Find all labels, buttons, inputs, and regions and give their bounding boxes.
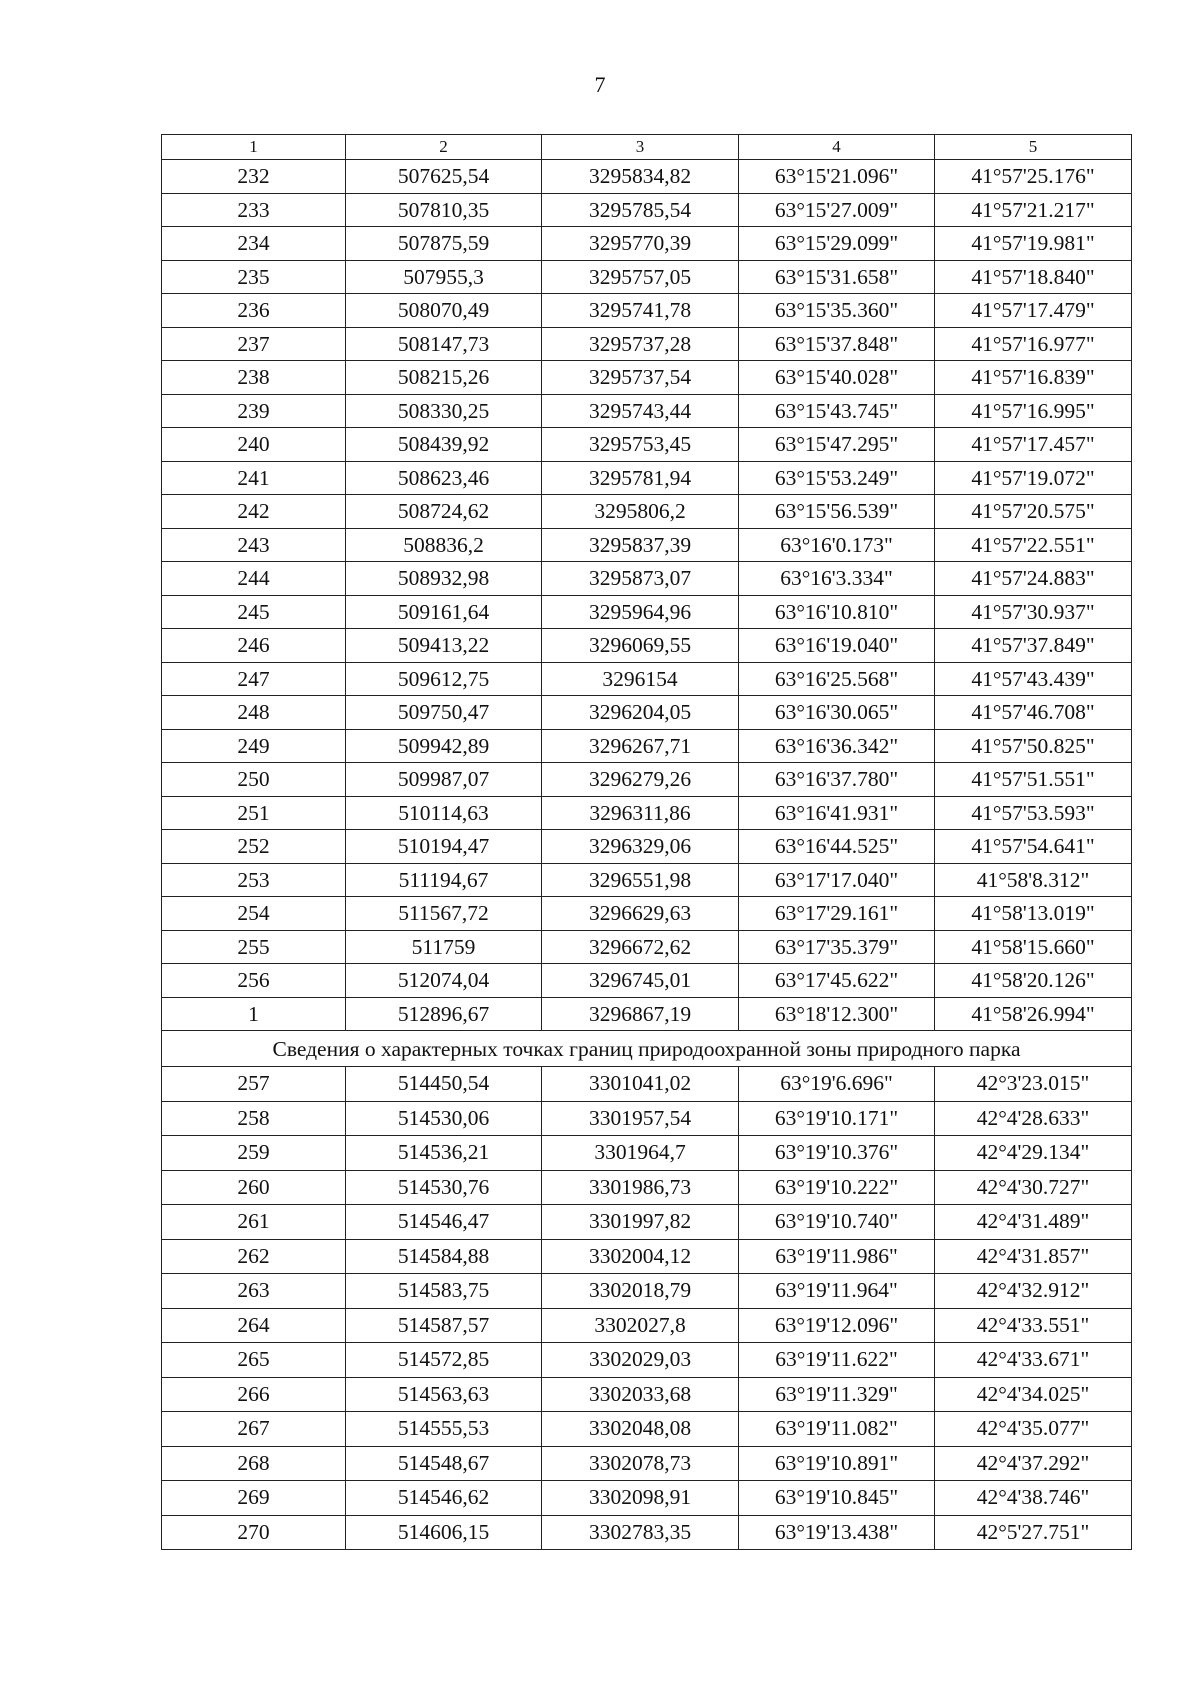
table-row (162, 260, 1132, 294)
table-cell: 507955,3 (346, 260, 542, 294)
table-cell: 3302018,79 (542, 1274, 739, 1309)
table-cell: 514587,57 (346, 1308, 542, 1343)
table-cell: 261 (162, 1205, 346, 1240)
table-cell: 1 (162, 997, 346, 1031)
table-cell: 507625,54 (346, 160, 542, 194)
table-row (162, 528, 1132, 562)
table-cell: 41°57'21.217" (935, 193, 1132, 227)
table-row (162, 361, 1132, 395)
table-cell: 249 (162, 729, 346, 763)
table-cell: 63°19'11.964" (739, 1274, 935, 1309)
table-row (162, 830, 1132, 864)
table-cell: 63°19'10.222" (739, 1170, 935, 1205)
table-cell: 268 (162, 1446, 346, 1481)
table-cell: 41°57'54.641" (935, 830, 1132, 864)
header-row (162, 135, 1132, 160)
table-cell: 3296154 (542, 662, 739, 696)
table-row (162, 1274, 1132, 1309)
table-header (162, 135, 1132, 160)
table-cell: 508070,49 (346, 294, 542, 328)
table-cell: 42°4'30.727" (935, 1170, 1132, 1205)
table-cell: 514530,06 (346, 1101, 542, 1136)
table-cell: 41°57'19.981" (935, 227, 1132, 261)
table-cell: 63°17'45.622" (739, 964, 935, 998)
table-cell: 3296267,71 (542, 729, 739, 763)
table-row (162, 1377, 1132, 1412)
table-cell: 41°57'16.839" (935, 361, 1132, 395)
table-cell: 3302033,68 (542, 1377, 739, 1412)
table-row (162, 863, 1132, 897)
table-cell: 63°16'36.342" (739, 729, 935, 763)
table-cell: 3295781,94 (542, 461, 739, 495)
table-cell: 42°4'37.292" (935, 1446, 1132, 1481)
table-row (162, 1446, 1132, 1481)
table-cell: 254 (162, 897, 346, 931)
table-cell: 239 (162, 394, 346, 428)
table-cell: 63°15'29.099" (739, 227, 935, 261)
table-cell: 41°58'8.312" (935, 863, 1132, 897)
table-cell: 63°16'10.810" (739, 595, 935, 629)
table-cell: 267 (162, 1412, 346, 1447)
table-row (162, 1136, 1132, 1171)
table-row (162, 696, 1132, 730)
table-row (162, 1239, 1132, 1274)
table-row (162, 763, 1132, 797)
table-cell: 63°15'21.096" (739, 160, 935, 194)
table-cell: 41°57'53.593" (935, 796, 1132, 830)
table-row (162, 1412, 1132, 1447)
table-cell: 63°15'56.539" (739, 495, 935, 529)
table-row (162, 394, 1132, 428)
table-row (162, 428, 1132, 462)
table-cell: 509161,64 (346, 595, 542, 629)
table-cell: 41°57'16.995" (935, 394, 1132, 428)
table-cell: 514548,67 (346, 1446, 542, 1481)
table-cell: 3302098,91 (542, 1481, 739, 1516)
table-cell: 514530,76 (346, 1170, 542, 1205)
table-row (162, 897, 1132, 931)
table-cell: 63°17'35.379" (739, 930, 935, 964)
table-row (162, 562, 1132, 596)
table-cell: 41°57'37.849" (935, 629, 1132, 663)
table-cell: 251 (162, 796, 346, 830)
table-row (162, 160, 1132, 194)
table-cell: 236 (162, 294, 346, 328)
table-cell: 3296069,55 (542, 629, 739, 663)
table-cell: 243 (162, 528, 346, 562)
table-cell: 3295737,28 (542, 327, 739, 361)
table-cell: 63°19'11.082" (739, 1412, 935, 1447)
table-cell: 63°19'12.096" (739, 1308, 935, 1343)
table-cell: 247 (162, 662, 346, 696)
table-cell: 237 (162, 327, 346, 361)
table-cell: 257 (162, 1067, 346, 1102)
table-cell: 42°4'35.077" (935, 1412, 1132, 1447)
table-cell: 252 (162, 830, 346, 864)
table-row (162, 1515, 1132, 1550)
table-cell: 242 (162, 495, 346, 529)
table-cell: 42°4'31.489" (935, 1205, 1132, 1240)
table-cell: 240 (162, 428, 346, 462)
table-cell: 3295834,82 (542, 160, 739, 194)
table-cell: 508330,25 (346, 394, 542, 428)
table-cell: 63°19'10.891" (739, 1446, 935, 1481)
table-cell: 514583,75 (346, 1274, 542, 1309)
table-row (162, 193, 1132, 227)
table-cell: 264 (162, 1308, 346, 1343)
table-cell: 63°19'10.376" (739, 1136, 935, 1171)
page-number: 7 (594, 72, 606, 97)
table-row (162, 495, 1132, 529)
table-cell: 42°4'31.857" (935, 1239, 1132, 1274)
table-cell: 508724,62 (346, 495, 542, 529)
table-cell: 63°16'44.525" (739, 830, 935, 864)
table-cell: 3295737,54 (542, 361, 739, 395)
table-cell: 63°19'10.845" (739, 1481, 935, 1516)
table-cell: 42°4'34.025" (935, 1377, 1132, 1412)
table-cell: 265 (162, 1343, 346, 1378)
table-cell: 508147,73 (346, 327, 542, 361)
table-row (162, 729, 1132, 763)
table-cell: 63°15'43.745" (739, 394, 935, 428)
table-cell: 238 (162, 361, 346, 395)
table-row (162, 1308, 1132, 1343)
table-cell: 514584,88 (346, 1239, 542, 1274)
boundary-points-block (162, 160, 1132, 1031)
table-cell: 262 (162, 1239, 346, 1274)
table-cell: 41°57'30.937" (935, 595, 1132, 629)
table-cell: 41°57'22.551" (935, 528, 1132, 562)
table-cell: 514536,21 (346, 1136, 542, 1171)
table-cell: 514572,85 (346, 1343, 542, 1378)
table-cell: 270 (162, 1515, 346, 1550)
table-cell: 3301964,7 (542, 1136, 739, 1171)
table-cell: 41°57'17.479" (935, 294, 1132, 328)
table-cell: 509987,07 (346, 763, 542, 797)
table-cell: 509942,89 (346, 729, 542, 763)
table-cell: 3301986,73 (542, 1170, 739, 1205)
table-cell: 63°19'10.740" (739, 1205, 935, 1240)
table-cell: 514555,53 (346, 1412, 542, 1447)
table-cell: 63°19'11.622" (739, 1343, 935, 1378)
table-cell: 508836,2 (346, 528, 542, 562)
table-row (162, 294, 1132, 328)
table-cell: 3301957,54 (542, 1101, 739, 1136)
table-cell: 3296672,62 (542, 930, 739, 964)
table-cell: 42°5'27.751" (935, 1515, 1132, 1550)
table-cell: 63°15'37.848" (739, 327, 935, 361)
table-cell: 3302027,8 (542, 1308, 739, 1343)
table-row (162, 662, 1132, 696)
table-row (162, 1170, 1132, 1205)
table-cell: 266 (162, 1377, 346, 1412)
table-cell: 507810,35 (346, 193, 542, 227)
table-cell: 514546,62 (346, 1481, 542, 1516)
table-cell: 42°4'33.671" (935, 1343, 1132, 1378)
table-cell: 3302029,03 (542, 1343, 739, 1378)
table-cell: 3296329,06 (542, 830, 739, 864)
table-row (162, 1067, 1132, 1102)
table-cell: 3296629,63 (542, 897, 739, 931)
table-cell: 509750,47 (346, 696, 542, 730)
protection-zone-points-block (162, 1067, 1132, 1550)
table-cell: 3302048,08 (542, 1412, 739, 1447)
table-cell: 63°16'37.780" (739, 763, 935, 797)
table-cell: 42°4'33.551" (935, 1308, 1132, 1343)
table-cell: 63°16'30.065" (739, 696, 935, 730)
table-cell: 508439,92 (346, 428, 542, 462)
table-cell: 41°57'43.439" (935, 662, 1132, 696)
table-cell: 3296311,86 (542, 796, 739, 830)
table-cell: 63°19'11.986" (739, 1239, 935, 1274)
table-cell: 514546,47 (346, 1205, 542, 1240)
table-cell: 510114,63 (346, 796, 542, 830)
table-cell: 255 (162, 930, 346, 964)
table-cell: 259 (162, 1136, 346, 1171)
table-cell: 63°16'41.931" (739, 796, 935, 830)
table-cell: 258 (162, 1101, 346, 1136)
table-cell: 511194,67 (346, 863, 542, 897)
table-cell: 246 (162, 629, 346, 663)
header-cell-col1: 1 (162, 135, 346, 160)
table-cell: 253 (162, 863, 346, 897)
table-cell: 41°58'15.660" (935, 930, 1132, 964)
table-cell: 3295743,44 (542, 394, 739, 428)
table-cell: 42°4'28.633" (935, 1101, 1132, 1136)
table-cell: 63°17'17.040" (739, 863, 935, 897)
table-cell: 63°19'10.171" (739, 1101, 935, 1136)
table-cell: 41°58'26.994" (935, 997, 1132, 1031)
table-cell: 63°15'40.028" (739, 361, 935, 395)
table-cell: 63°15'27.009" (739, 193, 935, 227)
table-cell: 509413,22 (346, 629, 542, 663)
table-cell: 3295741,78 (542, 294, 739, 328)
table-cell: 260 (162, 1170, 346, 1205)
table-cell: 508932,98 (346, 562, 542, 596)
section-title: Сведения о характерных точках границ природоохранной зоны природного парка (162, 1031, 1132, 1067)
table-cell: 41°57'46.708" (935, 696, 1132, 730)
table-cell: 510194,47 (346, 830, 542, 864)
table-cell: 3302783,35 (542, 1515, 739, 1550)
table-cell: 63°18'12.300" (739, 997, 935, 1031)
table-cell: 263 (162, 1274, 346, 1309)
table-cell: 63°17'29.161" (739, 897, 935, 931)
table-cell: 63°15'53.249" (739, 461, 935, 495)
table-row (162, 327, 1132, 361)
table-cell: 512896,67 (346, 997, 542, 1031)
table-row (162, 1481, 1132, 1516)
table-row (162, 796, 1132, 830)
table-cell: 41°58'20.126" (935, 964, 1132, 998)
table-cell: 63°15'35.360" (739, 294, 935, 328)
table-cell: 507875,59 (346, 227, 542, 261)
table-row (162, 227, 1132, 261)
header-cell-col3: 3 (542, 135, 739, 160)
table-cell: 269 (162, 1481, 346, 1516)
table-cell: 250 (162, 763, 346, 797)
table-row (162, 930, 1132, 964)
table-row (162, 1343, 1132, 1378)
table-cell: 514606,15 (346, 1515, 542, 1550)
table-row (162, 1101, 1132, 1136)
table-cell: 511759 (346, 930, 542, 964)
table-cell: 3302004,12 (542, 1239, 739, 1274)
table-cell: 235 (162, 260, 346, 294)
table-cell: 63°16'19.040" (739, 629, 935, 663)
table-cell: 41°57'50.825" (935, 729, 1132, 763)
table-cell: 234 (162, 227, 346, 261)
table-cell: 41°58'13.019" (935, 897, 1132, 931)
table-cell: 3295837,39 (542, 528, 739, 562)
table-cell: 511567,72 (346, 897, 542, 931)
table-cell: 3295770,39 (542, 227, 739, 261)
table-cell: 3295785,54 (542, 193, 739, 227)
table-row (162, 461, 1132, 495)
table-cell: 41°57'51.551" (935, 763, 1132, 797)
table-cell: 63°16'3.334" (739, 562, 935, 596)
table-cell: 244 (162, 562, 346, 596)
table-cell: 3296867,19 (542, 997, 739, 1031)
table-cell: 63°15'47.295" (739, 428, 935, 462)
table-row (162, 997, 1132, 1031)
table-cell: 232 (162, 160, 346, 194)
table-cell: 3301997,82 (542, 1205, 739, 1240)
table-cell: 41°57'20.575" (935, 495, 1132, 529)
table-cell: 3296204,05 (542, 696, 739, 730)
table-cell: 3296745,01 (542, 964, 739, 998)
table-row (162, 629, 1132, 663)
header-cell-col2: 2 (346, 135, 542, 160)
table-cell: 63°16'25.568" (739, 662, 935, 696)
table-cell: 3295873,07 (542, 562, 739, 596)
table-cell: 41°57'18.840" (935, 260, 1132, 294)
table-cell: 3302078,73 (542, 1446, 739, 1481)
table-cell: 41°57'17.457" (935, 428, 1132, 462)
table-cell: 3296279,26 (542, 763, 739, 797)
table-cell: 514563,63 (346, 1377, 542, 1412)
table-cell: 245 (162, 595, 346, 629)
coordinates-table (161, 134, 1132, 1550)
table-cell: 41°57'25.176" (935, 160, 1132, 194)
table-cell: 514450,54 (346, 1067, 542, 1102)
table-cell: 63°15'31.658" (739, 260, 935, 294)
table-cell: 3295757,05 (542, 260, 739, 294)
table-cell: 3295753,45 (542, 428, 739, 462)
table-cell: 42°4'29.134" (935, 1136, 1132, 1171)
table-row (162, 1205, 1132, 1240)
table-cell: 241 (162, 461, 346, 495)
header-cell-col4: 4 (739, 135, 935, 160)
table-cell: 41°57'16.977" (935, 327, 1132, 361)
table-cell: 41°57'19.072" (935, 461, 1132, 495)
table-cell: 508623,46 (346, 461, 542, 495)
table-cell: 63°16'0.173" (739, 528, 935, 562)
table-cell: 3296551,98 (542, 863, 739, 897)
table-cell: 3301041,02 (542, 1067, 739, 1102)
section-block (162, 1031, 1132, 1067)
table-cell: 42°4'32.912" (935, 1274, 1132, 1309)
table-cell: 256 (162, 964, 346, 998)
table-cell: 512074,04 (346, 964, 542, 998)
table-cell: 3295964,96 (542, 595, 739, 629)
table-cell: 63°19'13.438" (739, 1515, 935, 1550)
table-cell: 42°3'23.015" (935, 1067, 1132, 1102)
table-cell: 508215,26 (346, 361, 542, 395)
table-cell: 63°19'6.696" (739, 1067, 935, 1102)
table-cell: 509612,75 (346, 662, 542, 696)
table-cell: 3295806,2 (542, 495, 739, 529)
table-cell: 63°19'11.329" (739, 1377, 935, 1412)
table-cell: 233 (162, 193, 346, 227)
header-cell-col5: 5 (935, 135, 1132, 160)
section-title-row (162, 1031, 1132, 1067)
table-cell: 41°57'24.883" (935, 562, 1132, 596)
table-row (162, 595, 1132, 629)
table-row (162, 964, 1132, 998)
table-cell: 42°4'38.746" (935, 1481, 1132, 1516)
table-cell: 248 (162, 696, 346, 730)
